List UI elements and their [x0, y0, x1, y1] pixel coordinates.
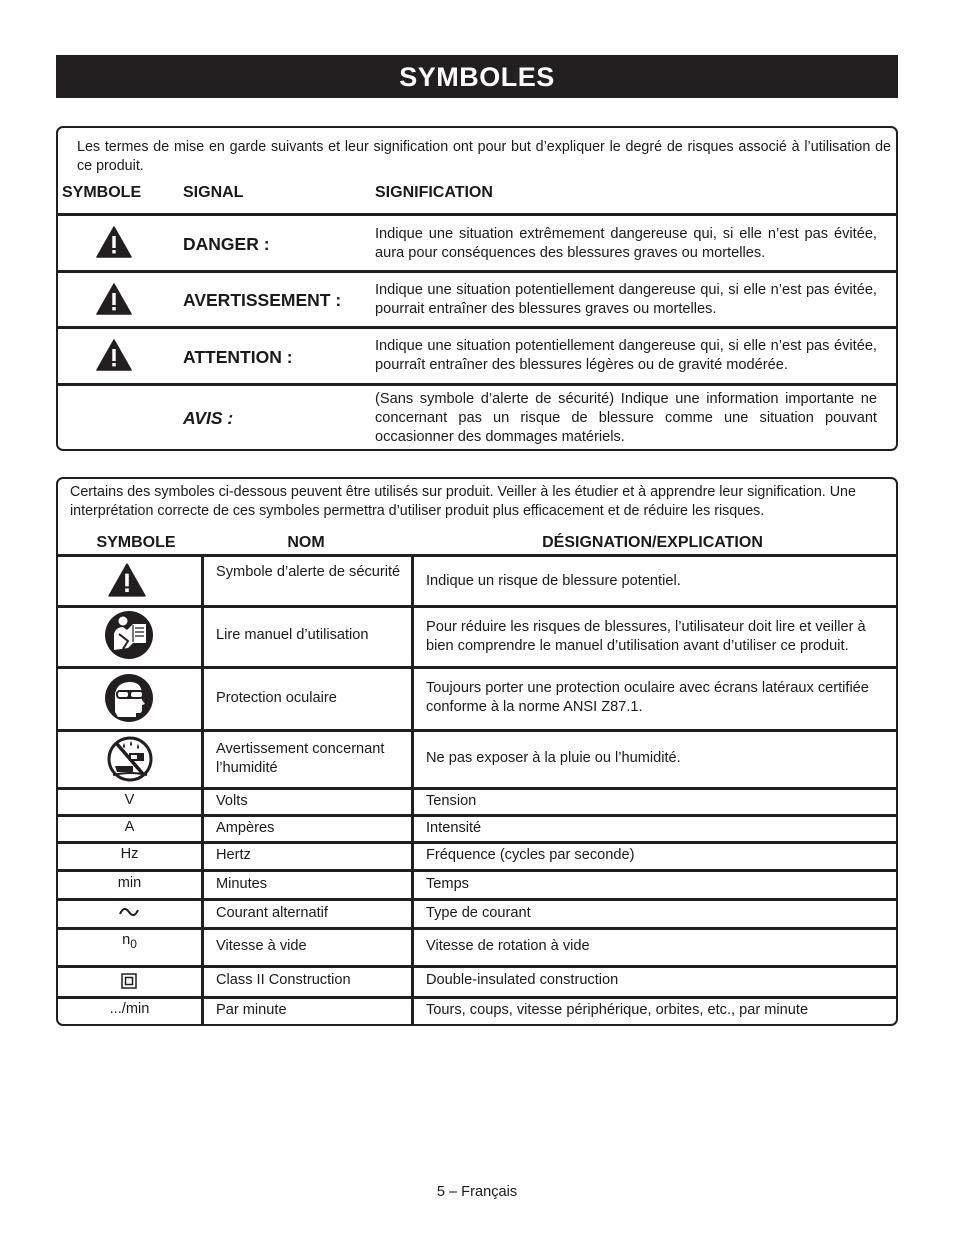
- symbol-amperes: A: [124, 819, 135, 835]
- signal-intro: Les termes de mise en garde suivants et leur signification ont pour but d’expliquer le degré de risques associé à l’utilisation de ce produit.: [77, 139, 891, 174]
- signal-attention-meaning: Indique une situation potentiellement dangereuse qui, si elle n’est pas évitée, pourraît entraîner des blessures légères ou de gravité modérée.: [375, 338, 877, 373]
- wet-conditions-icon: [107, 736, 153, 782]
- designation-hertz: Fréquence (cycles par seconde): [426, 847, 635, 863]
- warning-triangle-icon: [96, 339, 132, 371]
- name-alternating-current: Courant alternatif: [216, 905, 328, 921]
- signal-attention: ATTENTION :: [183, 347, 293, 367]
- name-safety-alert: Symbole d’alerte de sécurité: [216, 564, 401, 580]
- designation-wet-conditions: Ne pas exposer à la pluie ou l’humidité.: [426, 750, 681, 766]
- header-signal: SIGNAL: [183, 184, 244, 201]
- designation-no-load-speed: Vitesse de rotation à vide: [426, 938, 590, 954]
- header-symbol: SYMBOLE: [96, 534, 176, 551]
- signal-avertissement-meaning: Indique une situation potentiellement dangereuse qui, si elle n’est pas évitée, pourrait entraîner des blessures graves ou mortelles.: [375, 282, 877, 317]
- name-no-load-speed: Vitesse à vide: [216, 938, 307, 954]
- designation-safety-alert: Indique un risque de blessure potentiel.: [426, 573, 681, 589]
- name-class-ii: Class II Construction: [216, 972, 351, 988]
- signal-avis: AVIS :: [183, 408, 234, 428]
- designation-alternating-current: Type de courant: [426, 905, 531, 921]
- read-manual-icon: [104, 610, 154, 660]
- designation-read-manual: Pour réduire les risques de blessures, l’utilisateur doit lire et veiller à bien comprendre le manuel d’utilisation avant d’utiliser ce produit.: [426, 619, 866, 654]
- name-read-manual: Lire manuel d’utilisation: [216, 627, 369, 643]
- page-title: SYMBOLES: [56, 55, 898, 98]
- signal-danger-meaning: Indique une situation extrêmement dangereuse qui, si elle n’est pas évitée, aura pour conséquences des blessures graves ou mortelles.: [375, 226, 877, 261]
- symbol-per-minute: .../min: [109, 1001, 150, 1017]
- warning-triangle-icon: [96, 226, 132, 258]
- class-ii-construction-icon: [121, 973, 137, 989]
- name-hertz: Hertz: [216, 847, 251, 863]
- name-wet-conditions: Avertissement concernant l’humidité: [216, 741, 385, 776]
- name-minutes: Minutes: [216, 876, 268, 892]
- header-meaning: SIGNIFICATION: [375, 184, 493, 201]
- signal-avis-meaning: (Sans symbole d’alerte de sécurité) Indique une information importante ne concernant pas un risque de blessure comme une situation pouvant occasionner des dommages matériels.: [375, 391, 877, 445]
- name-volts: Volts: [216, 793, 248, 809]
- signal-danger: DANGER :: [183, 234, 270, 254]
- symbol-no-load-speed-subscript: 0: [130, 936, 137, 951]
- name-per-minute: Par minute: [216, 1002, 287, 1018]
- name-eye-protection: Protection oculaire: [216, 690, 337, 706]
- name-amperes: Ampères: [216, 820, 275, 836]
- symbol-hertz: Hz: [120, 846, 139, 862]
- header-symbol: SYMBOLE: [62, 184, 142, 201]
- symbol-volts: V: [124, 792, 135, 808]
- safety-alert-icon: [108, 563, 146, 597]
- designation-per-minute: Tours, coups, vitesse périphérique, orbites, etc., par minute: [426, 1002, 809, 1018]
- designation-amperes: Intensité: [426, 820, 482, 836]
- symbol-minutes: min: [117, 875, 142, 891]
- symbol-no-load-speed-base: n: [122, 932, 131, 948]
- symbols-intro: Certains des symboles ci-dessous peuvent être utilisés sur produit. Veiller à les étudier et à apprendre leur signification. Une interprétation correcte de ces symboles permettra d’utiliser produit plus efficacement et de réduire les risques.: [70, 484, 856, 519]
- header-designation: DÉSIGNATION/EXPLICATION: [542, 534, 763, 551]
- symbols-table: [56, 477, 898, 1026]
- page-footer: 5 – Français: [436, 1184, 518, 1200]
- designation-eye-protection: Toujours porter une protection oculaire avec écrans latéraux certifiée conforme à la norme ANSI Z87.1.: [426, 680, 869, 715]
- designation-volts: Tension: [426, 793, 477, 809]
- signal-avertissement: AVERTISSEMENT :: [183, 290, 342, 310]
- designation-class-ii: Double-insulated construction: [426, 972, 619, 988]
- designation-minutes: Temps: [426, 876, 469, 892]
- alternating-current-icon: [118, 904, 140, 920]
- warning-triangle-icon: [96, 283, 132, 315]
- symbol-no-load-speed: [58, 932, 201, 951]
- eye-protection-icon: [104, 673, 154, 723]
- signal-words-table: [56, 126, 898, 451]
- header-name: NOM: [287, 534, 325, 551]
